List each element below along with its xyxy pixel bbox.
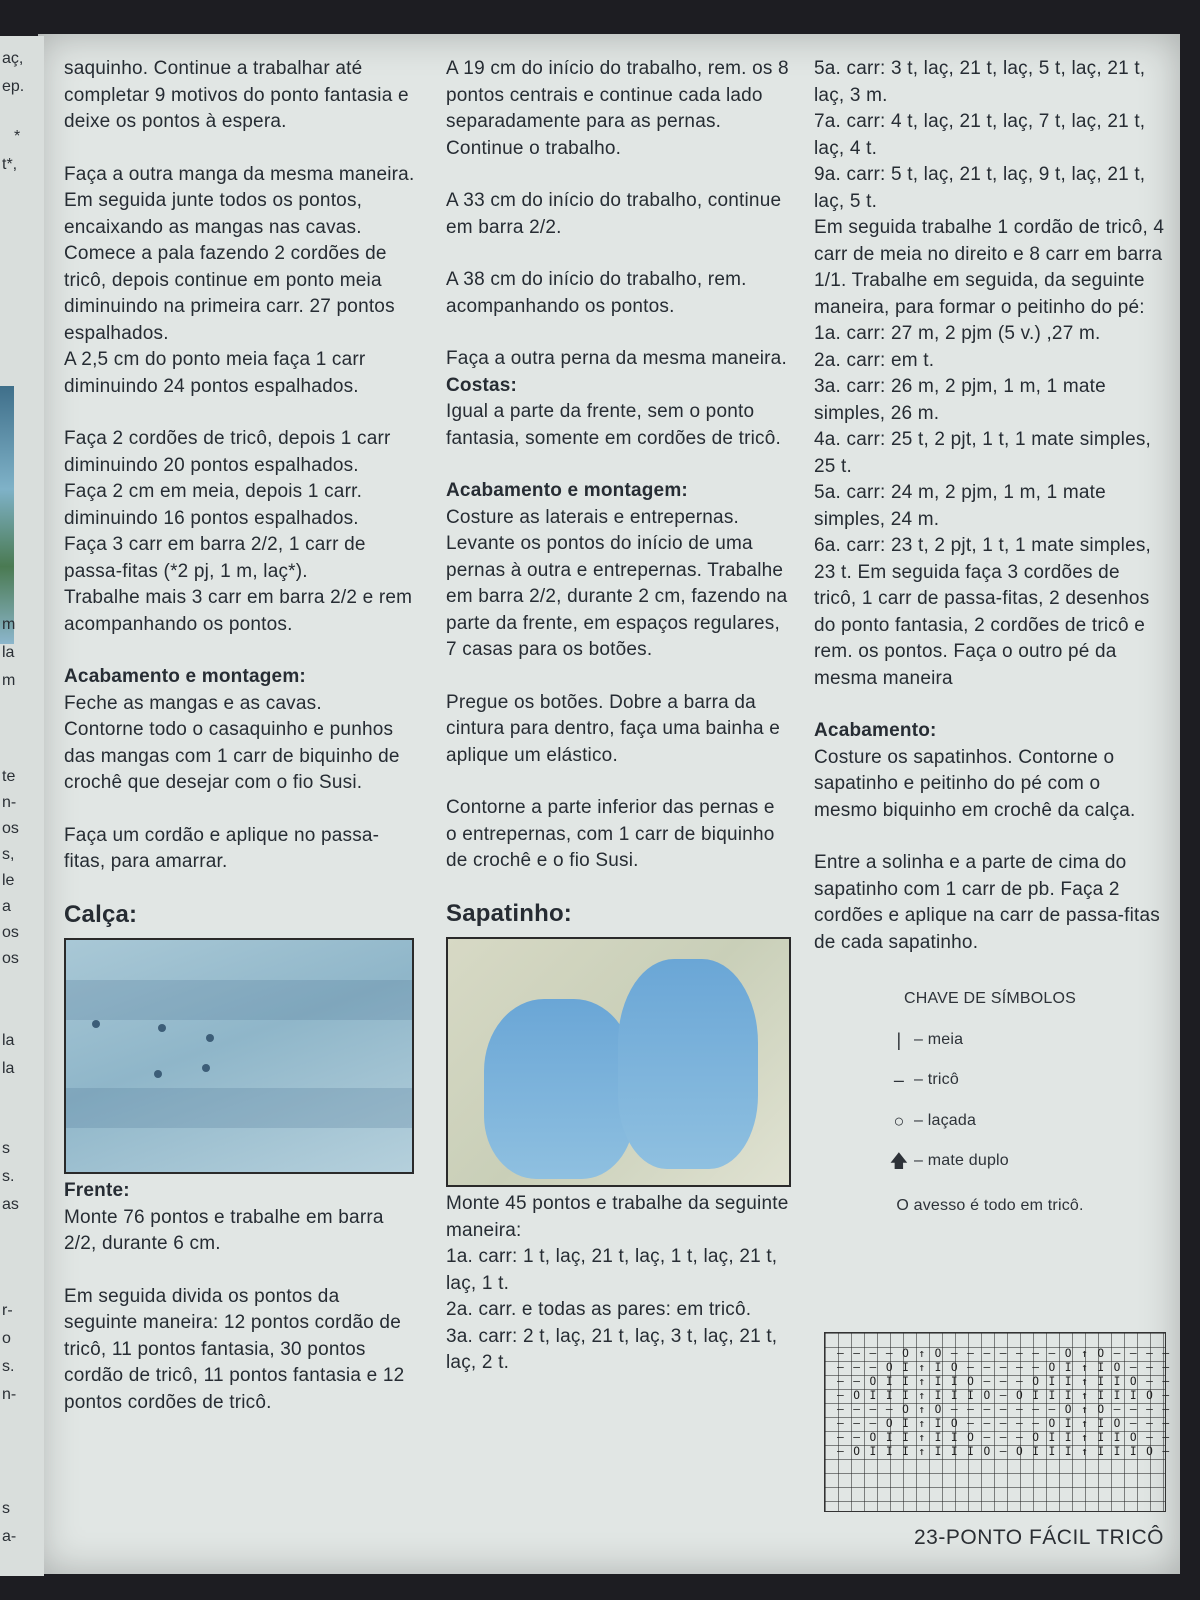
row-instruction: 1a. carr: 27 m, 2 pjm (5 v.) ,27 m.: [814, 323, 1101, 344]
button-dot: [154, 1070, 162, 1078]
row-instruction: 5a. carr: 24 m, 2 pjm, 1 m, 1 mate simples, 24 m.: [814, 482, 1106, 530]
chart-row: – – – O I ↑ I O – – – – – O I ↑ I O – – –: [837, 1361, 1171, 1374]
margin-fragment: a-: [2, 1528, 17, 1545]
chart-row: – – O I I ↑ I I O – – – O I I ↑ I I O – –: [837, 1431, 1171, 1444]
paragraph: Faça 2 cm em meia, depois 1 carr. diminuindo 16 pontos espalhados.: [64, 481, 363, 529]
page-footer: 23-PONTO FÁCIL TRICÔ: [914, 1526, 1164, 1549]
paragraph: Em seguida trabalhe 1 cordão de tricô, 4 carr de meia no direito e 8 carr em barra 1/1. Trabalhe em seguida, da seguinte maneira, para formar o peitinho do pé:: [814, 217, 1165, 318]
row-instruction: 9a. carr: 5 t, laç, 21 t, laç, 9 t, laç, 21 t, laç, 5 t.: [814, 164, 1146, 212]
row-instruction: 2a. carr. e todas as pares: em tricô.: [446, 1299, 752, 1320]
knit-texture: [66, 1088, 412, 1128]
column-left: [64, 56, 418, 1442]
row-instruction: 3a. carr: 26 m, 2 pjm, 1 m, 1 mate simples, 26 m.: [814, 376, 1106, 424]
margin-fragment: os: [2, 924, 19, 941]
sapatinho-photo: [446, 937, 791, 1187]
section-heading: Acabamento e montagem:: [64, 666, 306, 687]
stitch-chart: [824, 1332, 1171, 1512]
vertical-bar-icon: |: [896, 1029, 902, 1050]
paragraph: Contorne a parte inferior das pernas e o entrepernas, com 1 carr de biquinho de crochê e o fio Susi.: [446, 797, 775, 871]
margin-fragment: r-: [2, 1302, 13, 1319]
margin-fragment: m: [2, 672, 16, 689]
row-instruction: 3a. carr: 2 t, laç, 21 t, laç, 3 t, laç, 21 t, laç, 2 t.: [446, 1325, 778, 1373]
margin-fragment: la: [2, 1032, 15, 1049]
bootie-left: [484, 999, 634, 1179]
row-instruction: 1a. carr: 1 t, laç, 21 t, laç, 1 t, laç, 21 t, laç, 1 t.: [446, 1246, 778, 1294]
paragraph: Costure as laterais e entrepernas. Levante os pontos do início de uma pernas à outra e entrepernas. Trabalhe em barra 2/2, durante 2 cm, fazendo na parte da frente, em espaços regulares, 7 casas para os botões.: [446, 506, 788, 660]
margin-fragment: os: [2, 950, 19, 967]
up-arrow-icon: 🡅: [889, 1151, 909, 1171]
margin-fragment: n-: [2, 1386, 17, 1403]
paragraph: Faça a outra perna da mesma maneira.: [446, 348, 787, 369]
calca-photo: [64, 938, 414, 1174]
row-instruction: 7a. carr: 4 t, laç, 21 t, laç, 7 t, laç, 21 t, laç, 4 t.: [814, 111, 1146, 159]
paragraph: Contorne todo o casaquinho e punhos das mangas com 1 carr de biquinho de crochê que desejar com o fio Susi.: [64, 719, 400, 793]
row-instruction: 2a. carr: em t.: [814, 349, 935, 371]
paragraph: Faça a outra manga da mesma maneira. Em seguida junte todos os pontos, encaixando as mangas nas cavas.: [64, 163, 415, 238]
section-heading: Acabamento e montagem:: [446, 480, 688, 501]
paragraph: Pregue os botões. Dobre a barra da cintura para dentro, faça uma bainha e aplique um elástico.: [446, 691, 780, 766]
paragraph: A 2,5 cm do ponto meia faça 1 carr diminuindo 24 pontos espalhados.: [64, 349, 366, 397]
margin-fragment: a: [2, 898, 11, 915]
legend-item: [888, 1148, 1166, 1175]
margin-fragment: t*,: [2, 156, 18, 173]
legend-note: O avesso é todo em tricô.: [896, 1196, 1084, 1214]
paragraph: Monte 76 pontos e trabalhe em barra 2/2, durante 6 cm.: [64, 1206, 384, 1254]
button-dot: [92, 1020, 100, 1028]
dash-icon: –: [893, 1070, 905, 1090]
paragraph: Monte 45 pontos e trabalhe da seguinte maneira:: [446, 1193, 789, 1241]
row-instruction: 5a. carr: 3 t, laç, 21 t, laç, 5 t, laç, 21 t, laç, 3 m.: [814, 58, 1146, 106]
paragraph: Igual a parte da frente, sem o ponto fantasia, somente em cordões de tricô.: [446, 401, 781, 449]
margin-fragment: m: [2, 616, 16, 633]
row-instruction: 6a. carr: 23 t, 2 pjt, 1 t, 1 mate simples, 23 t. Em seguida faça 3 cordões de tricô, 1 carr de passa-fitas, 2 desenhos do ponto fantasia, 2 cordões de tricô e rem. os pontos. Faça o outro pé da mesma maneira: [814, 535, 1152, 689]
margin-fragment: le: [2, 872, 15, 889]
section-title-sapatinho: Sapatinho:: [446, 899, 572, 927]
column-middle: [446, 56, 790, 1377]
symbol-legend: [814, 986, 1166, 1219]
button-dot: [206, 1034, 214, 1042]
paragraph: Entre a solinha e a parte de cima do sapatinho com 1 carr de pb. Faça 2 cordões e aplique na carr de passa-fitas de cada sapatinho.: [814, 852, 1160, 953]
paragraph: Feche as mangas e as cavas.: [64, 692, 322, 714]
margin-fragment: s,: [2, 846, 15, 863]
legend-item: [888, 1027, 1166, 1054]
section-title-calca: Calça:: [64, 900, 138, 928]
margin-fragment: s: [2, 1140, 10, 1157]
margin-fragment: la: [2, 644, 15, 661]
paragraph: A 19 cm do início do trabalho, rem. os 8 pontos centrais e continue cada lado separadamente para as pernas. Continue o trabalho.: [446, 58, 789, 159]
margin-fragment: os: [2, 820, 19, 837]
paragraph: Faça 3 carr em barra 2/2, 1 carr de passa-fitas (*2 pj, 1 m, laç*).: [64, 534, 366, 582]
paragraph: Costure os sapatinhos. Contorne o sapatinho e peitinho do pé com o mesmo biquinho em crochê da calça.: [814, 746, 1136, 821]
margin-fragment: *: [14, 128, 21, 145]
circle-icon: ○: [893, 1110, 905, 1131]
bootie-right: [618, 959, 758, 1169]
chart-row: – – – – O ↑ O – – – – – – – O ↑ O – – – –: [837, 1347, 1171, 1360]
margin-fragment: s: [2, 1500, 10, 1517]
knit-texture: [66, 980, 412, 1020]
margin-fragment: aç,: [2, 50, 24, 67]
paragraph: Em seguida divida os pontos da seguinte maneira: 12 pontos cordão de tricô, 11 pontos fantasia, 30 pontos cordão de tricô, 11 pontos fantasia e 12 pontos cordões de tricô.: [64, 1285, 405, 1413]
margin-fragment: as: [2, 1196, 19, 1213]
legend-item: [888, 1108, 1166, 1135]
margin-fragment: s.: [2, 1358, 15, 1375]
chart-row: – – – O I ↑ I O – – – – – O I ↑ I O – – –: [837, 1417, 1171, 1430]
margin-fragment: la: [2, 1060, 15, 1077]
paragraph: A 38 cm do início do trabalho, rem. acompanhando os pontos.: [446, 269, 747, 317]
left-page-margin: [0, 36, 44, 1576]
margin-fragment: o: [2, 1330, 11, 1347]
legend-item: [888, 1067, 1166, 1094]
chart-row: – O I I I ↑ I I I O – O I I I ↑ I I I O –: [837, 1445, 1171, 1458]
chart-row: – O I I I ↑ I I I O – O I I I ↑ I I I O –: [837, 1389, 1171, 1402]
paragraph: Comece a pala fazendo 2 cordões de tricô, depois continue em ponto meia diminuindo na primeira carr. 27 pontos espalhados.: [64, 243, 395, 344]
section-heading: Frente:: [64, 1180, 130, 1201]
paragraph: saquinho. Continue a trabalhar até completar 9 motivos do ponto fantasia e deixe os pontos à espera.: [64, 58, 409, 132]
column-right: [814, 56, 1166, 1219]
margin-fragment: te: [2, 768, 16, 785]
edge-photo-fragment: [0, 386, 14, 644]
chart-row: – – O I I ↑ I I O – – – O I I ↑ I I O – –: [837, 1375, 1171, 1388]
margin-fragment: n-: [2, 794, 17, 811]
legend-label: – meia: [914, 1030, 964, 1048]
margin-fragment: s.: [2, 1168, 15, 1185]
legend-label: – laçada: [914, 1111, 977, 1129]
margin-fragment: ep.: [2, 78, 25, 95]
paragraph: Trabalhe mais 3 carr em barra 2/2 e rem acompanhando os pontos.: [64, 587, 413, 635]
legend-title: CHAVE DE SÍMBOLOS: [903, 990, 1077, 1007]
row-instruction: 4a. carr: 25 t, 2 pjt, 1 t, 1 mate simples, 25 t.: [814, 429, 1152, 477]
button-dot: [202, 1064, 210, 1072]
paragraph: A 33 cm do início do trabalho, continue em barra 2/2.: [446, 190, 782, 238]
paragraph: Faça um cordão e aplique no passa-fitas, para amarrar.: [64, 824, 380, 872]
section-heading: Acabamento:: [814, 720, 937, 741]
paragraph: Faça 2 cordões de tricô, depois 1 carr diminuindo 20 pontos espalhados.: [64, 428, 391, 476]
section-heading: Costas:: [446, 374, 518, 396]
button-dot: [158, 1024, 166, 1032]
legend-label: – mate duplo: [914, 1152, 1009, 1169]
chart-row: – – – – O ↑ O – – – – – – – O ↑ O – – – –: [837, 1403, 1171, 1416]
legend-label: – tricô: [914, 1071, 959, 1088]
